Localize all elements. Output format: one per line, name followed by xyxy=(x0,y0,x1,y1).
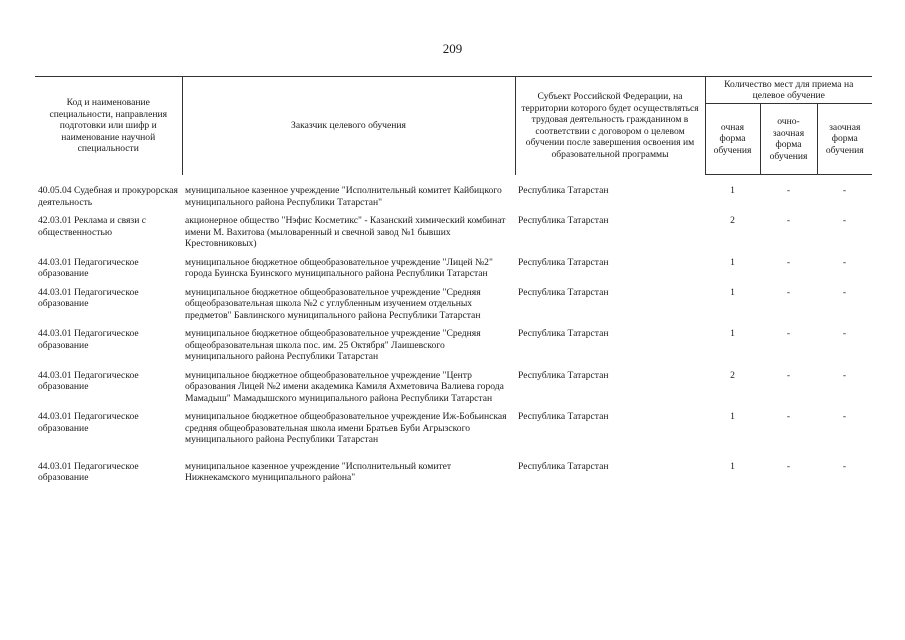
cell-full-time: 2 xyxy=(730,215,735,226)
cell-customer: акционерное общество "Нэфис Косметикс" - Казанский химический комбинат имени М. Вахитова (мыловаренный и свечной завод №1 бывших Крестовниковых) xyxy=(185,215,506,249)
cell-code: 42.03.01 Реклама и связи с общественностью xyxy=(38,215,146,238)
header-code: Код и наименование специальности, направления подготовки или шифр и наименование научной специальности xyxy=(35,77,182,175)
cell-full-time: 1 xyxy=(730,460,735,472)
table-row xyxy=(35,287,872,329)
table-row xyxy=(35,257,872,287)
cell-subject: Республика Татарстан xyxy=(518,328,609,339)
cell-part-time: - xyxy=(786,286,791,298)
cell-subject: Республика Татарстан xyxy=(518,369,609,381)
header-subject: Субъект Российской Федерации, на территории которого будет осуществляться трудовая деятельность гражданином в соответствии с договором о целевом обучении после завершения освоения им образовательной программы xyxy=(515,77,705,175)
cell-customer: муниципальное бюджетное общеобразовательное учреждение "Лицей №2" города Буинска Буинского муниципального района Республики Татарстан xyxy=(185,256,493,279)
cell-part-time: - xyxy=(786,369,791,381)
cell-full-time: 1 xyxy=(730,185,735,196)
page-number: 209 xyxy=(442,41,463,56)
cell-distance: - xyxy=(842,411,847,422)
cell-subject: Республика Татарстан xyxy=(518,256,609,268)
table-row xyxy=(35,453,872,491)
cell-distance: - xyxy=(842,215,847,226)
cell-part-time: - xyxy=(786,411,791,422)
table-row xyxy=(35,185,872,215)
table-row xyxy=(35,411,872,453)
cell-full-time: 1 xyxy=(730,256,735,268)
header-full-time: очная форма обучения xyxy=(705,104,760,175)
cell-part-time: - xyxy=(786,185,791,196)
cell-code: 44.03.01 Педагогическое образование xyxy=(38,460,139,483)
cell-subject: Республика Татарстан xyxy=(518,460,609,472)
cell-full-time: 1 xyxy=(730,286,735,298)
cell-subject: Республика Татарстан xyxy=(518,286,609,298)
cell-code: 44.03.01 Педагогическое образование xyxy=(38,411,139,434)
cell-distance: - xyxy=(842,256,847,268)
cell-code: 44.03.01 Педагогическое образование xyxy=(38,328,139,351)
cell-customer: муниципальное казенное учреждение "Исполнительный комитет Нижнекамского муниципального района" xyxy=(185,460,452,483)
cell-customer: муниципальное бюджетное общеобразовательное учреждение "Средняя общеобразовательная школа №2 с углубленным изучением отдельных предметов" Бавлинского муниципального района Республики Татарстан xyxy=(185,286,481,321)
table-header xyxy=(35,77,872,175)
cell-code: 40.05.04 Судебная и прокурорская деятельность xyxy=(38,185,178,208)
header-distance: заочная форма обучения xyxy=(817,104,872,175)
cell-customer: муниципальное бюджетное общеобразовательное учреждение "Средняя общеобразовательная школа пос. им. 25 Октября" Лаишевского муниципального района Республики Татарстан xyxy=(185,328,481,362)
cell-full-time: 1 xyxy=(730,411,735,422)
cell-part-time: - xyxy=(786,256,791,268)
cell-code: 44.03.01 Педагогическое образование xyxy=(38,256,139,279)
cell-distance: - xyxy=(842,460,847,472)
table-body xyxy=(35,175,872,491)
cell-subject: Республика Татарстан xyxy=(518,215,609,226)
header-places: Количество мест для приема на целевое обучение xyxy=(705,77,872,104)
cell-part-time: - xyxy=(786,460,791,472)
table-row xyxy=(35,328,872,370)
cell-distance: - xyxy=(842,369,847,381)
cell-distance: - xyxy=(842,328,847,339)
table-row xyxy=(35,215,872,257)
cell-full-time: 2 xyxy=(730,369,735,381)
table-row xyxy=(35,370,872,412)
header-part-time: очно-заочная форма обучения xyxy=(760,104,817,175)
cell-part-time: - xyxy=(786,328,791,339)
header-customer: Заказчик целевого обучения xyxy=(182,77,515,175)
admission-table xyxy=(35,76,872,491)
cell-distance: - xyxy=(842,286,847,298)
cell-code: 44.03.01 Педагогическое образование xyxy=(38,286,139,309)
cell-subject: Республика Татарстан xyxy=(518,185,609,196)
cell-subject: Республика Татарстан xyxy=(518,411,609,422)
cell-customer: муниципальное казенное учреждение "Исполнительный комитет Кайбицкого муниципального района Республики Татарстан" xyxy=(185,185,502,208)
cell-part-time: - xyxy=(786,215,791,226)
cell-full-time: 1 xyxy=(730,328,735,339)
cell-code: 44.03.01 Педагогическое образование xyxy=(38,369,139,392)
cell-distance: - xyxy=(842,185,847,196)
cell-customer: муниципальное бюджетное общеобразовательное учреждение "Центр образования Лицей №2 имени академика Камиля Ахметовича Валиева города Мамадыш" Мамадышского муниципального района Республики Татарстан xyxy=(185,369,504,404)
cell-customer: муниципальное бюджетное общеобразовательное учреждение Иж-Бобьинская средняя общеобразовательная школа имени Братьев Буби Агрызского муниципального района Республики Татарстан xyxy=(185,411,507,445)
